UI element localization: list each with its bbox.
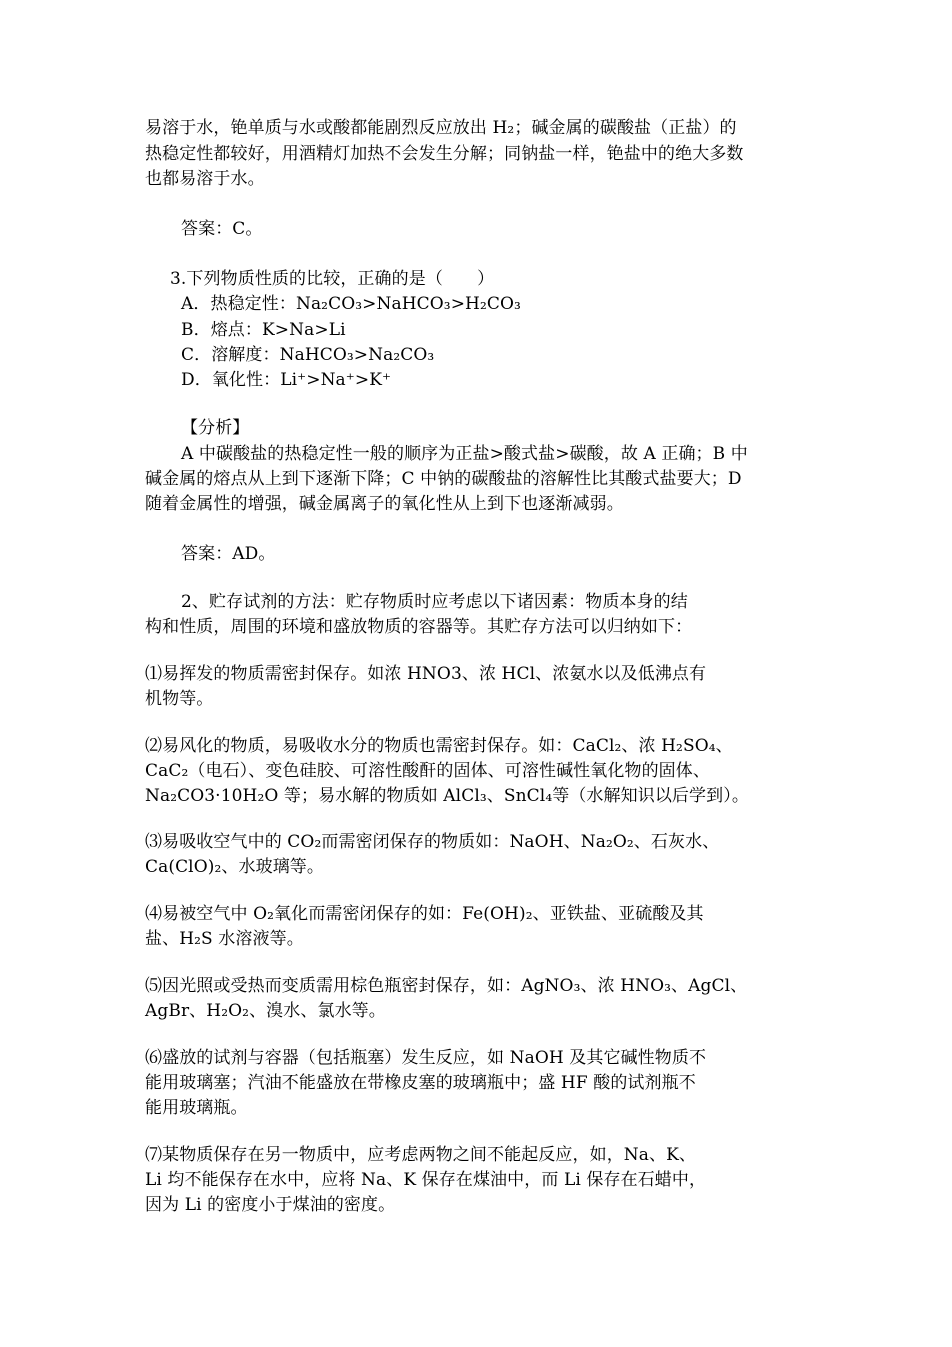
text-line: 也都易溶于水。 (145, 169, 265, 189)
text-line: 热稳定性都较好，用酒精灯加热不会发生分解；同钠盐一样，铯盐中的绝大多数 (145, 144, 744, 164)
text-line: Na₂CO3·10H₂O 等；易水解的物质如 AlCl₃、SnCl₄等（水解知识以后学到）。 (145, 786, 749, 806)
text-line: 构和性质，周围的环境和盛放物质的容器等。其贮存方法可以归纳如下： (145, 617, 693, 637)
list-item: ⑷易被空气中 O₂氧化而需密闭保存的如：Fe(OH)₂、亚铁盐、亚硫酸及其 (145, 904, 704, 924)
list-item: ⑹盛放的试剂与容器（包括瓶塞）发生反应，如 NaOH 及其它碱性物质不 (145, 1048, 707, 1068)
option-a: A．热稳定性：Na₂CO₃>NaHCO₃>H₂CO₃ (181, 294, 521, 314)
text-line: AgBr、H₂O₂、溴水、氯水等。 (145, 1001, 386, 1021)
option-b: B．熔点：K>Na>Li (181, 320, 346, 340)
question-stem: 3.下列物质性质的比较，正确的是（ ） (170, 269, 495, 289)
text-line: Li 均不能保存在水中，应将 Na、K 保存在煤油中，而 Li 保存在石蜡中， (145, 1170, 707, 1190)
list-item: ⑶易吸收空气中的 CO₂而需密闭保存的物质如：NaOH、Na₂O₂、石灰水、 (145, 832, 720, 852)
text-line: CaC₂（电石）、变色硅胶、可溶性酸酐的固体、可溶性碱性氧化物的固体、 (145, 761, 710, 781)
answer-line: 答案：AD。 (181, 544, 276, 564)
list-item: ⑸因光照或受热而变质需用棕色瓶密封保存，如：AgNO₃、浓 HNO₃、AgCl、 (145, 976, 748, 996)
text-line: 盐、H₂S 水溶液等。 (145, 929, 304, 949)
text-line: 能用玻璃瓶。 (145, 1098, 248, 1118)
section-intro: 2、贮存试剂的方法：贮存物质时应考虑以下诸因素：物质本身的结 (181, 592, 688, 612)
list-item: ⑺某物质保存在另一物质中，应考虑两物之间不能起反应，如，Na、K、 (145, 1145, 697, 1165)
text-line: 碱金属的熔点从上到下逐渐下降；C 中钠的碳酸盐的溶解性比其酸式盐要大；D (145, 469, 742, 489)
text-line: Ca(ClO)₂、水玻璃等。 (145, 857, 325, 877)
text-line: 随着金属性的增强，碱金属离子的氧化性从上到下也逐渐减弱。 (145, 494, 624, 514)
answer-line: 答案：C。 (181, 219, 263, 239)
text-line: 能用玻璃塞；汽油不能盛放在带橡皮塞的玻璃瓶中；盛 HF 酸的试剂瓶不 (145, 1073, 696, 1093)
list-item: ⑴易挥发的物质需密封保存。如浓 HNO3、浓 HCl、浓氨水以及低沸点有 (145, 664, 707, 684)
option-d: D．氧化性：Li⁺>Na⁺>K⁺ (181, 370, 392, 390)
list-item: ⑵易风化的物质，易吸收水分的物质也需密封保存。如：CaCl₂、浓 H₂SO₄、 (145, 736, 733, 756)
text-line: 机物等。 (145, 689, 214, 709)
option-c: C．溶解度：NaHCO₃>Na₂CO₃ (181, 345, 435, 365)
text-line: A 中碳酸盐的热稳定性一般的顺序为正盐>酸式盐>碳酸，故 A 正确；B 中 (181, 444, 748, 464)
text-line: 易溶于水，铯单质与水或酸都能剧烈反应放出 H₂；碱金属的碳酸盐（正盐）的 (145, 118, 737, 138)
text-line: 因为 Li 的密度小于煤油的密度。 (145, 1195, 396, 1215)
analysis-heading: 【分析】 (181, 418, 250, 438)
